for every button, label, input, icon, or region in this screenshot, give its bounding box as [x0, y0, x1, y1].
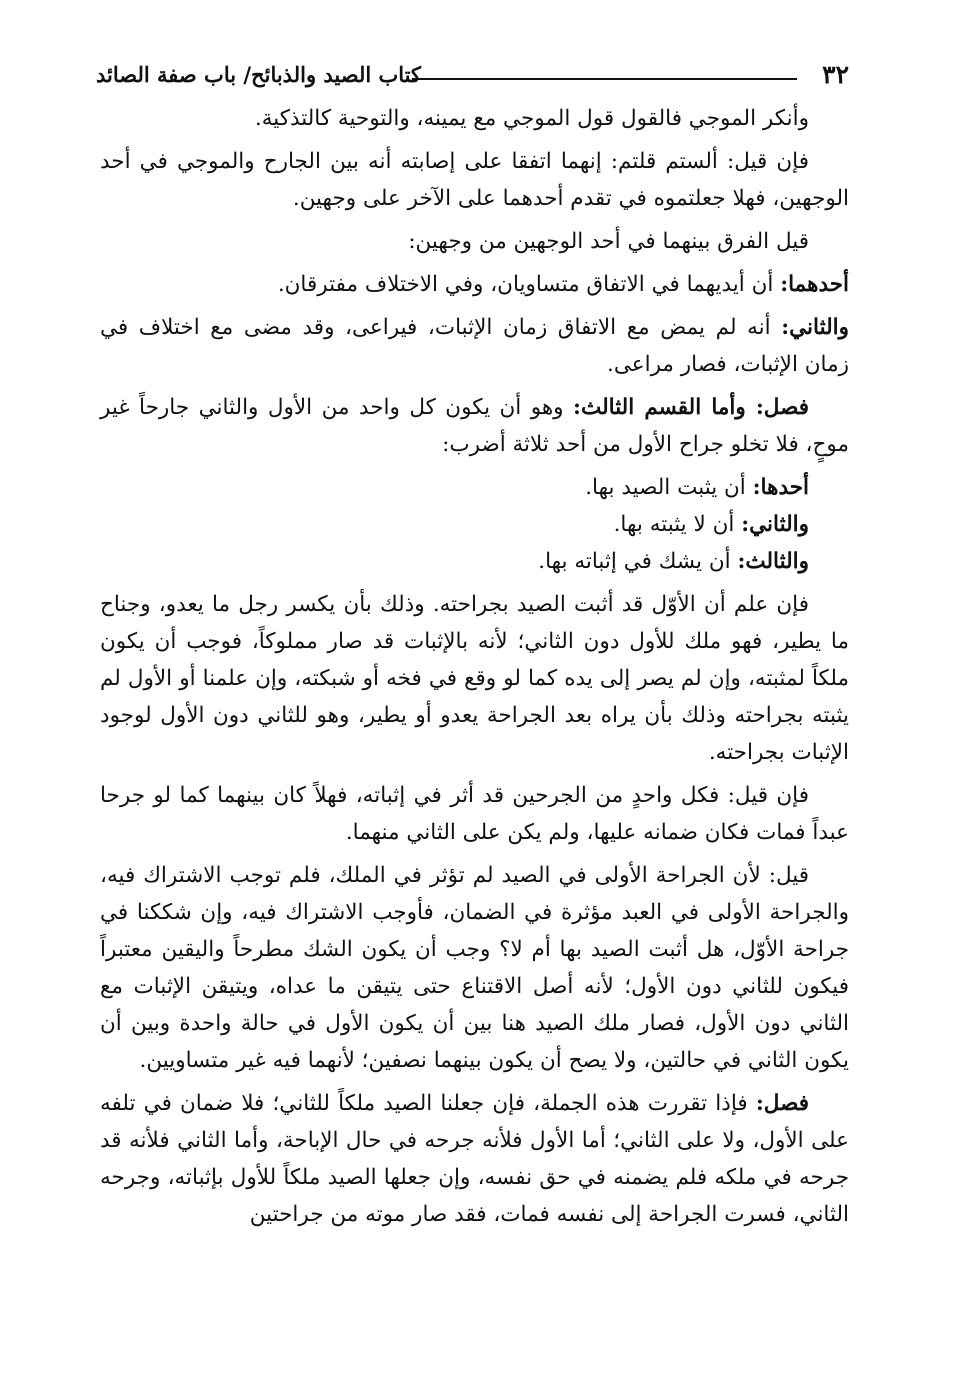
list-item — [100, 469, 849, 506]
paragraph — [100, 389, 849, 463]
paragraph-text: فإذا تقررت هذه الجملة، فإن جعلنا الصيد ملكاً للثاني؛ فلا ضمان في تلفه على الأول، ولا على الثاني؛ أما الأول فلأنه جرحه في حال الإباحة، وأما الثاني فلأنه قد جرحه في ملكه فلم يضمنه في حق نفسه، وإن جعلها الصيد ملكاً للأول بإثباته، وجرحه الثاني، فسرت الجراحة إلى نفسه فمات، فقد صار موته من جراحتين — [100, 1091, 849, 1227]
paragraph-lead: والثاني: — [741, 512, 809, 537]
paragraph-lead: أحدها: — [752, 475, 809, 500]
paragraph — [100, 309, 849, 383]
paragraph-text: وأنكر الموجي فالقول قول الموجي مع يمينه، والتوحية كالتذكية. — [254, 106, 809, 131]
paragraph-text: أن لا يثبته بها. — [613, 512, 735, 537]
paragraph-text: أن أيديهما في الاتفاق متساويان، وفي الاختلاف مفترقان. — [277, 272, 774, 297]
paragraph-lead: فصل: — [755, 1091, 809, 1116]
paragraph — [100, 1085, 849, 1233]
paragraph-text: أنه لم يمض مع الاتفاق زمان الإثبات، فيراعى، وقد مضى مع اختلاف في زمان الإثبات، فصار مراعى. — [100, 315, 849, 377]
list-item — [100, 543, 849, 580]
page-body — [100, 100, 849, 1239]
page-header — [96, 58, 849, 94]
paragraph-text: قيل: لأن الجراحة الأولى في الصيد لم تؤثر في الملك، فلم توجب الاشتراك فيه، والجراحة الأولى في العبد مؤثرة في الضمان، فأوجب الاشتراك فيه، وإن شككنا في جراحة الأوّل، هل أثبت الصيد بها أم لا؟ وجب أن يكون الشك مطرحاً واليقين معتبراً فيكون للثاني دون الأول؛ لأنه أصل الاقتناع حتى يتيقن ما عداه، ويتيقن الإثبات مع الثاني دون الأول، فصار ملك الصيد هنا بين أن يكون الأول في حالة واحدة وبين أن يكون الثاني في حالتين، ولا يصح أن يكون بينهما نصفين؛ لأنهما فيه غير متساويين. — [100, 863, 849, 1073]
paragraph — [100, 143, 849, 217]
running-title: كتاب الصيد والذبائح/ باب صفة الصائد — [96, 62, 422, 87]
paragraph-text: أن يثبت الصيد بها. — [585, 475, 746, 500]
paragraph-text: أن يشك في إثباته بها. — [538, 549, 731, 574]
paragraph-lead: والثاني: — [781, 315, 849, 340]
paragraph-text: فإن قيل: ألستم قلتم: إنهما اتفقا على إصابته أنه بين الجارح والموجي في أحد الوجهين، فهلا جعلتموه في تقدم أحدهما على الآخر على وجهين. — [100, 149, 849, 211]
paragraph-lead: فصل: وأما القسم الثالث: — [573, 395, 809, 420]
paragraph-text: فإن قيل: فكل واحدٍ من الجرحين قد أثر في إثباته، فهلاً كان بينهما كما لو جرحا عبداً فمات فكان ضمانه عليها، ولم يكن على الثاني منهما. — [100, 783, 849, 845]
paragraph-text: وهو أن يكون كل واحد من الأول والثاني جارحاً غير موحٍ، فلا تخلو جراح الأول من أحد ثلاثة أضرب: — [100, 395, 849, 457]
header-rule — [412, 78, 797, 80]
paragraph-text: فإن علم أن الأوّل قد أثبت الصيد بجراحته. وذلك بأن يكسر رجل ما يعدو، وجناح ما يطير، فهو ملك للأول دون الثاني؛ لأنه بالإثبات قد صار مملوكاً، فوجب أن يكون ملكاً لمثبته، وإن لم يصر إلى يده كما لو وقع في فخه أو شبكته، وإن علمنا أو الأول لم يثبته بجراحته وذلك بأن يراه بعد الجراحة يعدو أو يطير، وهو للثاني دون الأول لوجود الإثبات بجراحته. — [100, 592, 849, 765]
paragraph — [100, 777, 849, 851]
paragraph — [100, 100, 849, 137]
paragraph-lead: أحدهما: — [780, 272, 849, 297]
paragraph — [100, 586, 849, 771]
page-number: ٣٢ — [822, 60, 849, 89]
paragraph — [100, 223, 849, 260]
paragraph-lead: والثالث: — [737, 549, 809, 574]
list-item — [100, 506, 849, 543]
paragraph-text: قيل الفرق بينهما في أحد الوجهين من وجهين: — [408, 229, 809, 254]
paragraph — [100, 266, 849, 303]
paragraph — [100, 857, 849, 1079]
